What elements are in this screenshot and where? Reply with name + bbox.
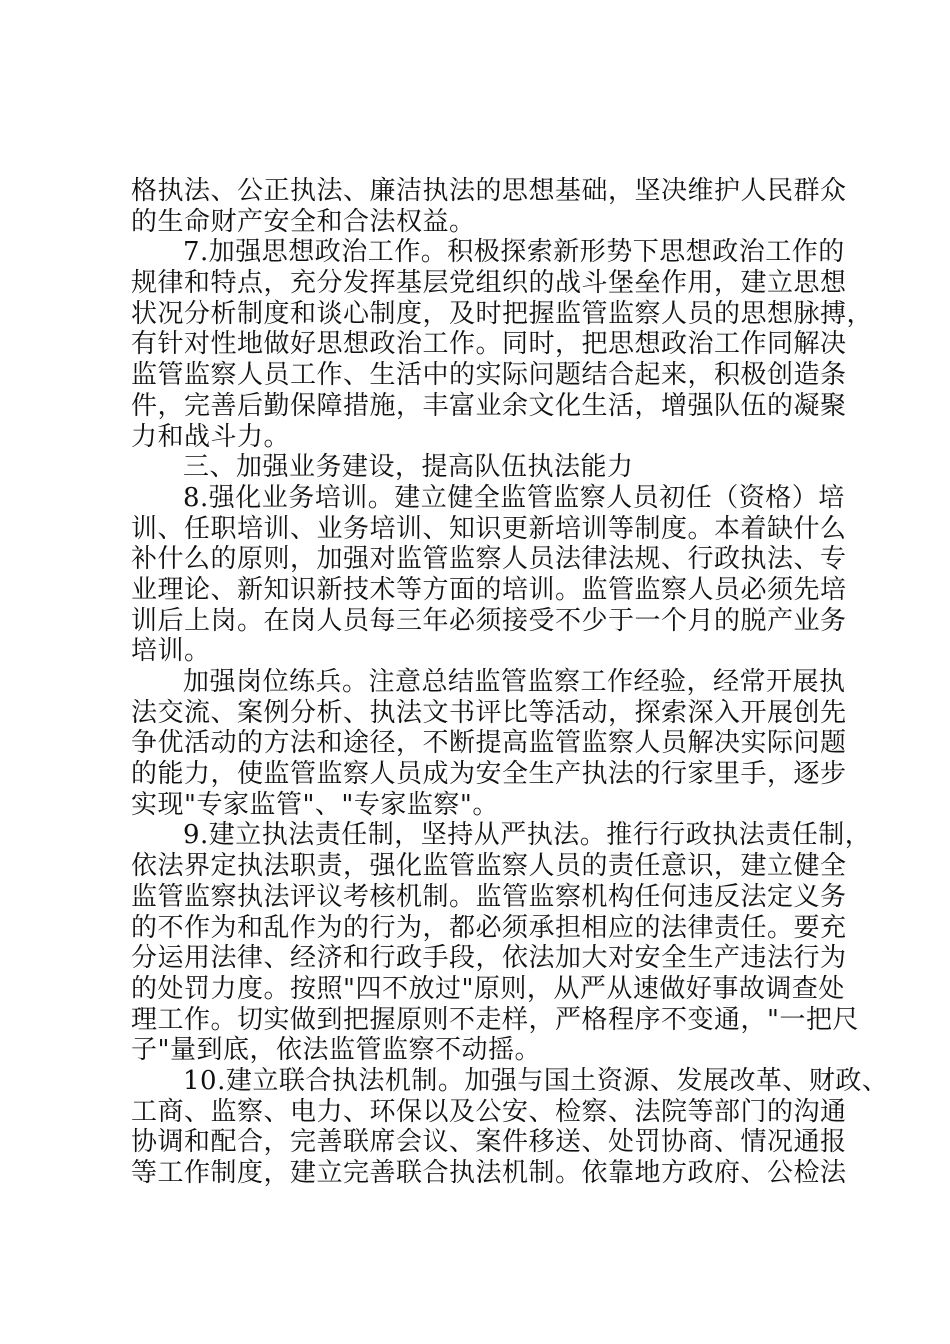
text-line: 训、任职培训、业务培训、知识更新培训等制度。本着缺什么: [131, 513, 847, 544]
text-line: 监管监察人员工作、生活中的实际问题结合起来，积极创造条: [131, 360, 847, 391]
text-line: 的不作为和乱作为的行为，都必须承担相应的法律责任。要充: [131, 912, 847, 943]
text-line: 补什么的原则，加强对监管监察人员法律法规、行政执法、专: [131, 544, 847, 575]
text-line: 训后上岗。在岗人员每三年必须接受不少于一个月的脱产业务: [131, 605, 847, 636]
text-line: 格执法、公正执法、廉洁执法的思想基础，坚决维护人民群众: [131, 176, 847, 206]
text-line: 业理论、新知识新技术等方面的培训。监管监察人员必须先培: [131, 574, 847, 605]
text-line: 子"量到底，依法监管监察不动摇。: [131, 1035, 541, 1066]
text-line: 9.建立执法责任制，坚持从严执法。推行行政执法责任制，: [183, 820, 872, 851]
text-line: 实现"专家监管"、"专家监察"。: [131, 789, 499, 820]
document-body: [131, 176, 889, 1189]
text-line: 规律和特点，充分发挥基层党组织的战斗堡垒作用，建立思想: [131, 268, 847, 299]
text-line: 加强岗位练兵。注意总结监管监察工作经验，经常开展执: [183, 667, 846, 697]
text-line: 工商、监察、电力、环保以及公安、检察、法院等部门的沟通: [131, 1096, 847, 1127]
text-line: 8.强化业务培训。建立健全监管监察人员初任（资格）培: [183, 482, 845, 513]
text-line: 的生命财产安全和合法权益。: [131, 206, 476, 237]
text-line: 培训。: [131, 636, 211, 667]
text-line: 的处罚力度。按照"四不放过"原则，从严从速做好事故调查处: [131, 973, 845, 1004]
text-line: 协调和配合，完善联席会议、案件移送、处罚协商、情况通报: [131, 1127, 847, 1158]
text-line: 10.建立联合执法机制。加强与国土资源、发展改革、财政、: [183, 1065, 889, 1096]
text-line: 7.加强思想政治工作。积极探索新形势下思想政治工作的: [183, 237, 845, 268]
text-line: 状况分析制度和谈心制度，及时把握监管监察人员的思想脉搏，: [131, 298, 874, 329]
text-line: 等工作制度，建立完善联合执法机制。依靠地方政府、公检法: [131, 1158, 847, 1188]
text-line: 力和战斗力。: [131, 421, 291, 452]
text-line: 理工作。切实做到把握原则不走样，严格程序不变通，"一把尺: [131, 1004, 859, 1035]
text-line: 有针对性地做好思想政治工作。同时，把思想政治工作同解决: [131, 329, 847, 360]
text-line: 争优活动的方法和途径，不断提高监管监察人员解决实际问题: [131, 728, 847, 759]
text-line: 法交流、案例分析、执法文书评比等活动，探索深入开展创先: [131, 697, 847, 728]
text-line: 依法界定执法职责，强化监管监察人员的责任意识，建立健全: [131, 851, 847, 882]
text-line: 分运用法律、经济和行政手段，依法加大对安全生产违法行为: [131, 943, 847, 974]
text-line: 监管监察执法评议考核机制。监管监察机构任何违反法定义务: [131, 881, 847, 912]
text-line: 三、加强业务建设，提高队伍执法能力: [183, 452, 634, 483]
text-line: 的能力，使监管监察人员成为安全生产执法的行家里手，逐步: [131, 759, 847, 790]
text-line: 件，完善后勤保障措施，丰富业余文化生活，增强队伍的凝聚: [131, 390, 847, 421]
